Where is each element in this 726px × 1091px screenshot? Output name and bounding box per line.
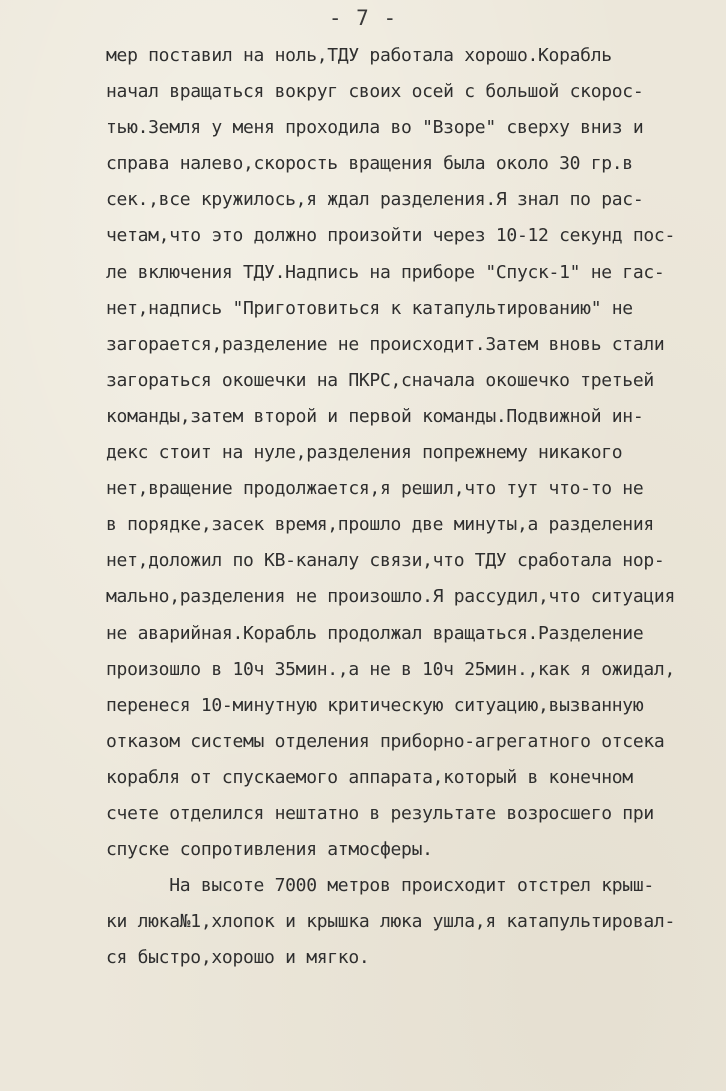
text-line: в порядке,засек время,прошло две минуты,а разделения <box>106 514 654 536</box>
text-line: ся быстро,хорошо и мягко. <box>106 947 370 969</box>
text-line: корабля от спускаемого аппарата,который в конечном <box>106 766 633 788</box>
text-line: ки люка№1,хлопок и крышка люка ушла,я катапультировал- <box>106 911 675 933</box>
text-line: нет,доложил по КВ-каналу связи,что ТДУ сработала нор- <box>106 550 665 572</box>
text-line: команды,затем второй и первой команды.Подвижной ин- <box>106 405 644 427</box>
text-line: не аварийная.Корабль продолжал вращаться.Разделение <box>106 622 644 644</box>
text-line: справа налево,скорость вращения была около 30 гр.в <box>106 153 633 175</box>
text-line: загорается,разделение не происходит.Затем вновь стали <box>106 333 665 355</box>
page-number: - 7 - <box>328 6 398 30</box>
typewritten-text <box>106 38 706 976</box>
text-line: ле включения ТДУ.Надпись на приборе "Спуск-1" не гас- <box>106 261 665 283</box>
text-line: произошло в 10ч 35мин.,а не в 10ч 25мин.,как я ожидал, <box>106 658 675 680</box>
text-line: перенеся 10-минутную критическую ситуацию,вызванную <box>106 694 644 716</box>
text-line: отказом системы отделения приборно-агрегатного отсека <box>106 730 665 752</box>
text-line: На высоте 7000 метров происходит отстрел крыш- <box>106 875 654 897</box>
text-line: декс стоит на нуле,разделения попрежнему никакого <box>106 442 623 464</box>
text-line: тью.Земля у меня проходила во "Взоре" сверху вниз и <box>106 117 644 139</box>
text-line: мально,разделения не произошло.Я рассудил,что ситуация <box>106 586 675 608</box>
text-line: мер поставил на ноль,ТДУ работала хорошо.Корабль <box>106 45 612 66</box>
text-line: сек.,все кружилось,я ждал разделения.Я знал по рас- <box>106 189 644 211</box>
text-line: спуске сопротивления атмосферы. <box>106 839 433 861</box>
text-line: счете отделился нештатно в результате возросшего при <box>106 802 654 824</box>
text-line: нет,вращение продолжается,я решил,что тут что-то не <box>106 478 644 500</box>
text-line: четам,что это должно произойти через 10-12 секунд пос- <box>106 225 675 247</box>
text-line: начал вращаться вокруг своих осей с большой скорос- <box>106 81 644 103</box>
text-line: нет,надпись "Приготовиться к катапультированию" не <box>106 297 633 319</box>
text-line: загораться окошечки на ПКРС,сначала окошечко третьей <box>106 369 654 391</box>
